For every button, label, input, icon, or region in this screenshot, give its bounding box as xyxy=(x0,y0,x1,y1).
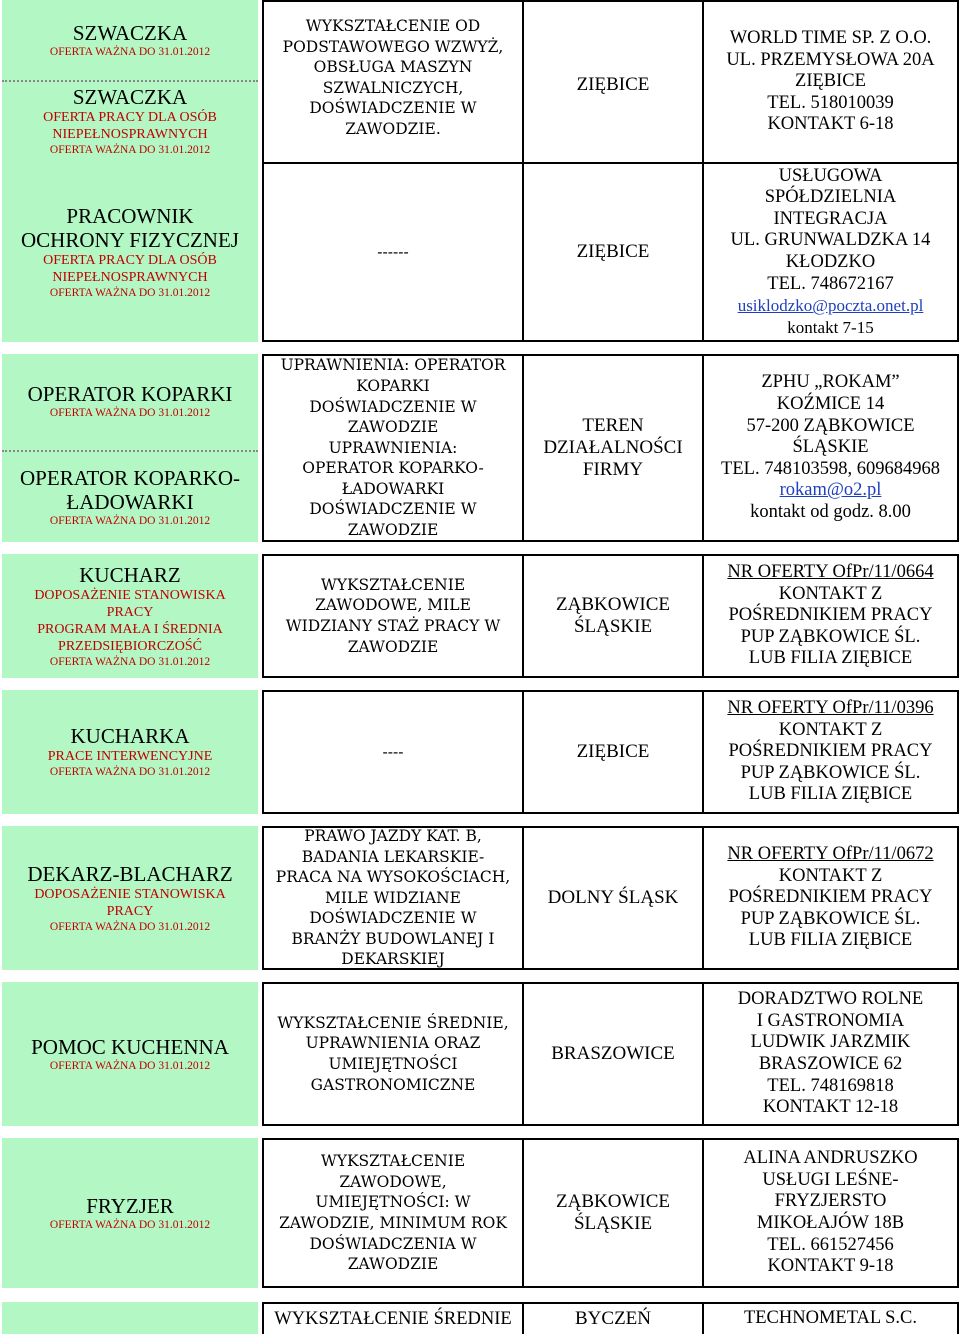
offer-row-7 xyxy=(0,982,960,1126)
requirement-line: ---- xyxy=(382,742,404,761)
contact-cell xyxy=(704,690,959,814)
job-entry xyxy=(2,0,258,80)
job-title-text: PRACOWNIK OCHRONY FIZYCZNEJ xyxy=(21,203,239,252)
job-cell xyxy=(2,1138,261,1288)
location-cell xyxy=(524,1138,704,1288)
contact-line: POŚREDNIKIEM PRACY xyxy=(728,887,933,908)
offer-number-link[interactable]: NR OFERTY OfPr/11/0664 xyxy=(727,562,934,583)
contact-line: LUDWIK JARZMIK xyxy=(750,1032,911,1053)
job-cell xyxy=(2,162,261,342)
job-title: DEKARZ-BLACHARZ xyxy=(27,861,233,886)
contact-line: ŚLĄSKIE xyxy=(792,437,869,458)
contact-line: TECHNOMETAL S.C. xyxy=(743,1308,918,1329)
contact-line: KONTAKT Z xyxy=(778,719,883,740)
validity-date: OFERTA WAŻNA DO 31.01.2012 xyxy=(49,514,211,527)
job-cell xyxy=(2,0,261,162)
location-line: ŚLĄSKIE xyxy=(573,1213,653,1234)
requirement-line: DOŚWIADCZENIE W xyxy=(309,397,477,416)
location-cell xyxy=(524,982,704,1126)
contact-line: UL. PRZEMYSŁOWA 20A xyxy=(726,49,935,70)
validity-date: OFERTA WAŻNA DO 31.01.2012 xyxy=(49,655,211,668)
contact-line: TEL. 748169818 xyxy=(767,1075,894,1096)
requirement-line: UPRAWNIENIA ORAZ xyxy=(305,1034,481,1053)
contact-line: WORLD TIME SP. Z O.O. xyxy=(729,28,932,48)
requirement-line: WYKSZTAŁCENIE ŚREDNIE xyxy=(274,1309,512,1329)
requirement-line: ------ xyxy=(377,242,409,261)
validity-date: OFERTA WAŻNA DO 31.01.2012 xyxy=(49,45,211,58)
contact-line: KOŹMICE 14 xyxy=(776,394,885,415)
location-cell xyxy=(524,0,704,162)
job-note: PRACY xyxy=(106,604,154,620)
requirement-line: DOŚWIADCZENIA W xyxy=(309,1234,477,1253)
requirement-line: WYKSZTAŁCENIE xyxy=(320,1152,466,1171)
job-title xyxy=(20,466,240,514)
job-note: DOPOSAŻENIE STANOWISKA xyxy=(34,587,226,603)
requirement-line: UPRAWNIENIA: xyxy=(328,438,458,457)
requirement-line: ZAWODOWE, MILE xyxy=(315,596,471,615)
contact-line: SPÓŁDZIELNIA xyxy=(764,187,897,208)
contact-line: KONTAKT Z xyxy=(778,583,883,604)
contact-line: DORADZTWO ROLNE xyxy=(737,989,924,1010)
location-line: ZĄBKOWICE xyxy=(556,1191,670,1212)
contact-line: ALINA ANDRUSZKO xyxy=(743,1148,918,1169)
contact-line: TEL. 748672167 xyxy=(767,273,894,294)
contact-line: FRYZJERSTO xyxy=(774,1191,887,1212)
requirement-line: MILE WIDZIANE xyxy=(325,888,461,907)
contact-line: KONTAKT Z xyxy=(778,865,883,886)
job-title: FRYZJER xyxy=(86,1193,174,1218)
requirement-line: KOPARKI xyxy=(356,376,430,395)
contact-hours: kontakt 7-15 xyxy=(787,317,874,337)
contact-line: KŁODZKO xyxy=(785,252,876,272)
validity-date: OFERTA WAŻNA DO 31.01.2012 xyxy=(49,406,211,419)
offer-row-1 xyxy=(0,0,960,162)
contact-line: BRASZOWICE 62 xyxy=(758,1054,903,1074)
requirement-line: UPRAWNIENIA: OPERATOR xyxy=(280,356,506,375)
requirement-line: ZAWODOWE, xyxy=(339,1172,447,1191)
location-cell xyxy=(524,1302,704,1334)
location-line: ZĄBKOWICE xyxy=(556,594,670,615)
requirement-line: DEKARSKIEJ xyxy=(341,950,445,969)
contact-line: ZIĘBICE xyxy=(795,71,866,92)
requirement-line: ZAWODZIE xyxy=(347,637,439,656)
job-entry xyxy=(2,354,258,448)
requirement-line: BADANIA LEKARSKIE- xyxy=(301,847,485,866)
requirement-line: WYKSZTAŁCENIE ŚREDNIE, xyxy=(277,1013,509,1032)
requirement-line: ZAWODZIE xyxy=(347,418,439,437)
requirements-cell xyxy=(262,826,524,970)
email-link[interactable]: usiklodzko@poczta.onet.pl xyxy=(737,296,924,316)
requirements-cell xyxy=(262,354,524,542)
validity-date: OFERTA WAŻNA DO 31.01.2012 xyxy=(49,143,211,156)
contact-line: TEL. 661527456 xyxy=(767,1234,894,1255)
offer-row-3 xyxy=(0,354,960,542)
contact-line: MIKOŁAJÓW 18B xyxy=(756,1213,905,1233)
requirement-line: WIDZIANY STAŻ PRACY W xyxy=(285,617,501,635)
requirement-line: PRACA NA WYSOKOŚCIACH, xyxy=(275,868,511,887)
validity-date: OFERTA WAŻNA DO 31.01.2012 xyxy=(49,286,211,299)
requirement-line: ŁADOWARKI xyxy=(341,479,445,498)
job-cell xyxy=(2,982,261,1126)
job-cell xyxy=(2,554,261,678)
contact-line: KONTAKT 6-18 xyxy=(767,114,894,135)
requirement-line: ZAWODZIE, MINIMUM ROK xyxy=(279,1214,507,1232)
location-cell xyxy=(524,354,704,542)
offer-number-link[interactable]: NR OFERTY OfPr/11/0396 xyxy=(727,698,934,719)
offer-row-5 xyxy=(0,690,960,814)
requirement-line: UMIEJĘTNOŚCI: W xyxy=(315,1193,471,1212)
job-title: KUCHARZ xyxy=(79,562,181,587)
location-line: BYCZEŃ xyxy=(575,1308,651,1329)
requirement-line: OBSŁUGA MASZYN xyxy=(313,58,473,77)
requirement-line: PRAWO JAZDY KAT. B, xyxy=(304,826,482,845)
location-line: DOLNY ŚLĄSK xyxy=(547,887,679,908)
job-title: POMOC KUCHENNA xyxy=(31,1034,229,1059)
job-cell xyxy=(2,354,261,542)
contact-line: PUP ZĄBKOWICE ŚL. xyxy=(740,626,921,647)
job-cell xyxy=(2,826,261,970)
contact-cell xyxy=(704,826,959,970)
job-note: PRACY xyxy=(106,903,154,919)
requirements-cell xyxy=(262,162,524,342)
requirements-cell xyxy=(262,982,524,1126)
job-title: KUCHARKA xyxy=(70,724,190,748)
location-line: ZIĘBICE xyxy=(576,741,650,762)
requirement-line: DOŚWIADCZENIE W xyxy=(309,909,477,928)
contact-line: KONTAKT 9-18 xyxy=(767,1256,894,1277)
requirement-line: ZAWODZIE. xyxy=(345,119,441,138)
job-note: PROGRAM MAŁA I ŚREDNIA xyxy=(37,621,223,637)
contact-line: TEL. 518010039 xyxy=(767,92,894,113)
job-entry xyxy=(2,452,258,542)
contact-line: USŁUGOWA xyxy=(778,165,883,186)
job-title-text: OPERATOR KOPARKO-ŁADOWARKI xyxy=(20,465,240,514)
contact-cell xyxy=(704,554,959,678)
contact-line: PUP ZĄBKOWICE ŚL. xyxy=(740,908,921,929)
validity-date: OFERTA WAŻNA DO 31.01.2012 xyxy=(49,920,211,933)
requirements-cell xyxy=(262,690,524,814)
location-line: FIRMY xyxy=(582,459,644,480)
job-note: DOPOSAŻENIE STANOWISKA xyxy=(34,886,226,902)
requirement-line: SZWALNICZYCH, xyxy=(322,78,464,97)
requirements-cell xyxy=(262,1302,524,1334)
contact-cell xyxy=(704,1302,959,1334)
location-line: TEREN xyxy=(582,415,644,436)
requirement-line: DOŚWIADCZENIE W xyxy=(309,99,477,118)
requirements-cell xyxy=(262,0,524,162)
job-entry xyxy=(2,82,258,160)
location-line: BRASZOWICE xyxy=(551,1043,675,1064)
offer-row-8 xyxy=(0,1138,960,1288)
contact-line: INTEGRACJA xyxy=(773,208,888,229)
contact-hours: kontakt od godz. 8.00 xyxy=(750,501,911,522)
requirement-line: UMIEJĘTNOŚCI xyxy=(328,1055,458,1073)
contact-cell xyxy=(704,982,959,1126)
job-note: PRZEDSIĘBIORCZOŚĆ xyxy=(58,638,202,654)
requirement-line: DOŚWIADCZENIE W xyxy=(309,500,477,519)
requirement-line: WYKSZTAŁCENIE OD xyxy=(305,17,481,35)
contact-line: KONTAKT 12-18 xyxy=(762,1097,899,1118)
contact-line: LUB FILIA ZIĘBICE xyxy=(748,784,913,805)
contact-line: LUB FILIA ZIĘBICE xyxy=(748,930,913,951)
contact-line: PUP ZĄBKOWICE ŚL. xyxy=(740,762,921,783)
contact-line: POŚREDNIKIEM PRACY xyxy=(728,741,933,762)
offer-row-6 xyxy=(0,826,960,970)
location-cell xyxy=(524,162,704,342)
validity-date: OFERTA WAŻNA DO 31.01.2012 xyxy=(49,1218,211,1231)
requirements-cell xyxy=(262,1138,524,1288)
location-line: ZIĘBICE xyxy=(576,241,650,262)
contact-cell xyxy=(704,1138,959,1288)
location-line: DZIAŁALNOŚCI xyxy=(543,437,683,458)
validity-date: OFERTA WAŻNA DO 31.01.2012 xyxy=(49,766,211,778)
job-note: OFERTA PRACY DLA OSÓB xyxy=(43,109,217,125)
requirement-line: GASTRONOMICZNE xyxy=(310,1075,476,1094)
requirement-line: WYKSZTAŁCENIE xyxy=(320,575,466,594)
job-title: OPERATOR KOPARKI xyxy=(27,381,233,406)
contact-line: LUB FILIA ZIĘBICE xyxy=(748,648,913,669)
requirement-line: ZAWODZIE xyxy=(347,521,439,540)
requirement-line: BRANŻY BUDOWLANEJ I xyxy=(291,929,495,948)
job-title xyxy=(20,204,240,252)
job-note: NIEPEŁNOSPRAWNYCH xyxy=(52,126,208,142)
requirements-cell xyxy=(262,554,524,678)
offer-row-4 xyxy=(0,554,960,678)
location-cell xyxy=(524,554,704,678)
validity-date: OFERTA WAŻNA DO 31.01.2012 xyxy=(49,1059,211,1072)
requirement-line: ZAWODZIE xyxy=(347,1255,439,1274)
location-cell xyxy=(524,826,704,970)
job-title: SZWACZKA xyxy=(72,20,188,45)
contact-line: ZPHU „ROKAM” xyxy=(761,372,900,393)
requirement-line: OPERATOR KOPARKO- xyxy=(302,459,484,478)
contact-line: I GASTRONOMIA xyxy=(756,1010,905,1031)
offer-number-link[interactable]: NR OFERTY OfPr/11/0672 xyxy=(727,844,934,864)
location-cell xyxy=(524,690,704,814)
requirement-line: PODSTAWOWEGO WZWYŻ, xyxy=(282,37,504,56)
location-line: ZIĘBICE xyxy=(576,74,650,95)
job-note: PRACE INTERWENCYJNE xyxy=(47,749,213,764)
contact-line: POŚREDNIKIEM PRACY xyxy=(728,605,933,626)
job-cell xyxy=(2,690,261,814)
job-note: NIEPEŁNOSPRAWNYCH xyxy=(52,269,208,285)
contact-line: TEL. 748103598, 609684968 xyxy=(721,458,940,479)
email-link[interactable]: rokam@o2.pl xyxy=(779,480,882,501)
contact-cell xyxy=(704,0,959,162)
contact-cell xyxy=(704,354,959,542)
job-title: SZWACZKA xyxy=(72,84,188,109)
job-cell xyxy=(2,1302,261,1334)
offer-row-9 xyxy=(0,1302,960,1334)
contact-line: UL. GRUNWALDZKA 14 xyxy=(730,230,931,251)
job-note: OFERTA PRACY DLA OSÓB xyxy=(43,252,217,268)
contact-line: USŁUGI LEŚNE- xyxy=(762,1169,899,1190)
contact-line: 57-200 ZĄBKOWICE xyxy=(746,415,915,436)
offer-row-2 xyxy=(0,162,960,342)
contact-cell xyxy=(704,162,959,342)
location-line: ŚLĄSKIE xyxy=(573,616,653,637)
